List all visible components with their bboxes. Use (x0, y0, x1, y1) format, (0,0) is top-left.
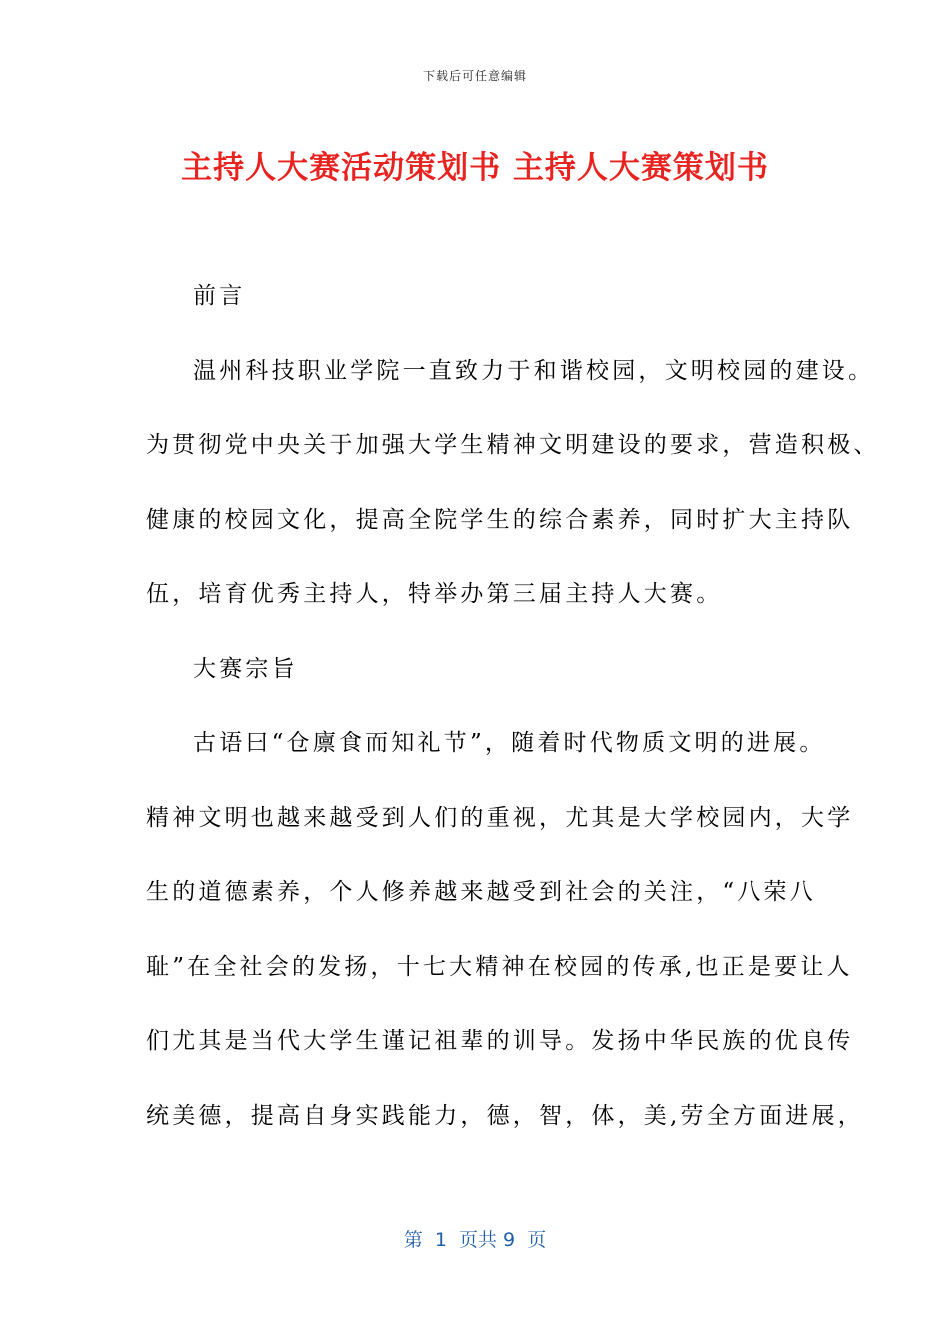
paragraph-line: 们尤其是当代大学生谨记祖辈的训导。发扬中华民族的优良传 (146, 1028, 854, 1054)
section-heading-purpose: 大赛宗旨 (193, 655, 298, 682)
paragraph-line: 统美德，提高自身实践能力，德，智，体，美,劳全方面进展， (146, 1102, 864, 1129)
paragraph-line: 生的道德素养，个人修养越来越受到社会的关注，“八荣八 (146, 879, 816, 905)
page-number-footer: 第 1 页共 9 页 (403, 1229, 547, 1251)
paragraph-line: 古语曰“仓廪食而知礼节”，随着时代物质文明的进展。 (193, 730, 826, 756)
paragraph-line: 健康的校园文化，提高全院学生的综合素养，同时扩大主持队 (146, 506, 854, 533)
paragraph-line: 伍，培育优秀主持人，特举办第三届主持人大赛。 (146, 581, 723, 607)
document-title: 主持人大赛活动策划书 主持人大赛策划书 (181, 150, 769, 186)
paragraph-line: 为贯彻党中央关于加强大学生精神文明建设的要求，营造积极、 (146, 432, 880, 458)
paragraph-line: 耻”在全社会的发扬，十七大精神在校园的传承,也正是要让人 (146, 953, 853, 980)
section-heading-preface: 前言 (193, 283, 246, 309)
header-note: 下载后可任意编辑 (422, 69, 527, 83)
paragraph-line: 温州科技职业学院一直致力于和谐校园，文明校园的建设。 (193, 357, 875, 384)
document-body (146, 270, 880, 1164)
paragraph-line: 精神文明也越来越受到人们的重视，尤其是大学校园内，大学 (146, 804, 854, 831)
